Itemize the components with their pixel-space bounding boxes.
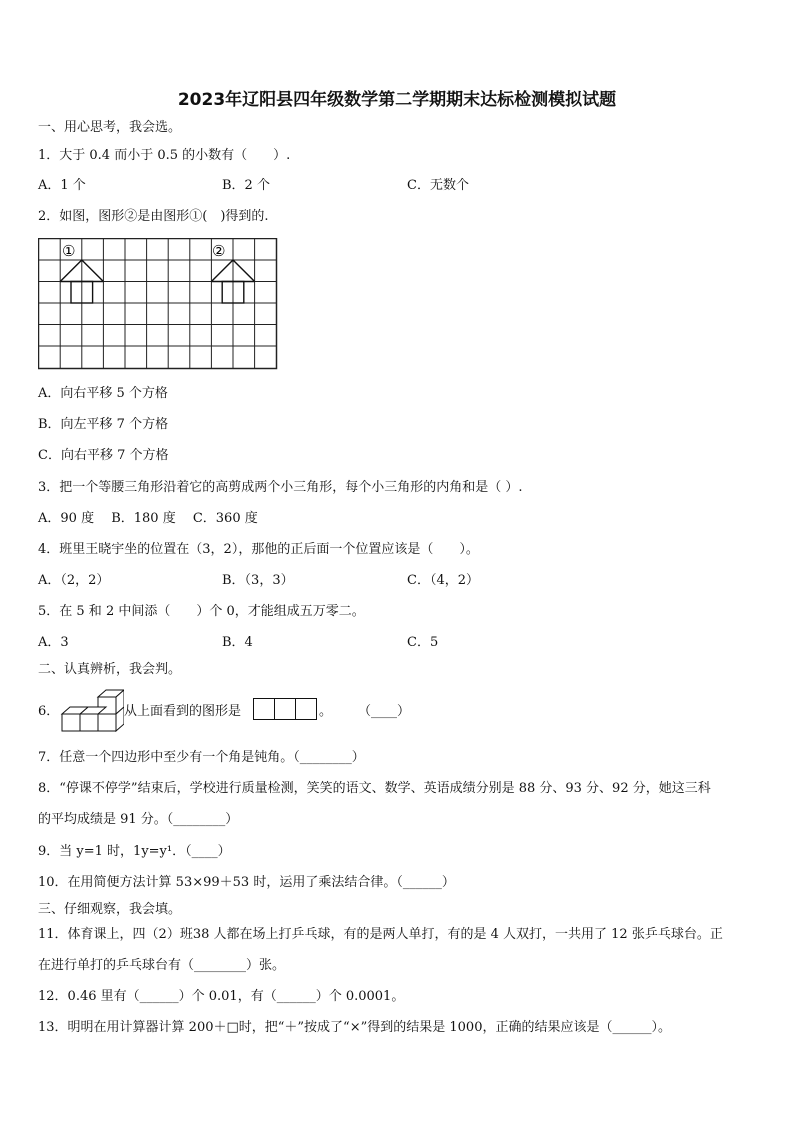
question-2: 2．如图，图形②是由图形①( )得到的. — [38, 209, 269, 224]
q5-option-b: B．4 — [222, 635, 253, 650]
q4-option-c: C．（4，2） — [407, 573, 479, 588]
question-6-text: 从上面看到的图形是 — [124, 704, 242, 719]
question-9: 9．当 y=1 时，1y=y¹．（____） — [38, 844, 231, 859]
question-8-line-2: 的平均成绩是 91 分。（________） — [38, 812, 239, 827]
q3-options: A．90 度 B．180 度 C．360 度 — [38, 511, 258, 526]
question-13: 13．明明在用计算器计算 200＋□时，把“＋”按成了“×”得到的结果是 1000，正确的结果应该是（______）。 — [38, 1020, 671, 1035]
question-11-line-1: 11．体育课上，四（2）班38 人都在场上打乒乓球，有的是两人单打，有的是 4 人双打，一共用了 12 张乒乓球台。正 — [38, 927, 723, 942]
question-1: 1．大于 0.4 而小于 0.5 的小数有（ ）. — [38, 148, 291, 163]
shape-2-label: ② — [212, 242, 226, 260]
q4-option-a: A．（2，2） — [38, 573, 110, 588]
q1-option-b: B．2 个 — [222, 178, 270, 193]
question-12: 12．0.46 里有（______）个 0.01，有（______）个 0.0001。 — [38, 989, 405, 1004]
section-heading-fill: 三、仔细观察，我会填。 — [38, 902, 182, 917]
question-11-line-2: 在进行单打的乒乓球台有（________）张。 — [38, 958, 286, 973]
q2-option-b: B．向左平移 7 个方格 — [38, 417, 169, 432]
shape-1-label: ① — [62, 242, 76, 260]
question-6-number: 6． — [38, 704, 60, 719]
question-8-line-1: 8．“停课不停学”结束后，学校进行质量检测，笑笑的语文、数学、英语成绩分别是 88 分、93 分、92 分，她这三科 — [38, 781, 711, 796]
q2-option-a: A．向右平移 5 个方格 — [38, 386, 168, 401]
cube-stack-figure — [58, 688, 124, 732]
question-10: 10．在用简便方法计算 53×99＋53 时，运用了乘法结合律。（______） — [38, 875, 455, 890]
question-3: 3．把一个等腰三角形沿着它的高剪成两个小三角形，每个小三角形的内角和是（ ）. — [38, 480, 523, 495]
translation-grid-figure — [38, 238, 278, 370]
q2-option-c: C．向右平移 7 个方格 — [38, 448, 169, 463]
q1-option-c: C．无数个 — [407, 178, 469, 193]
question-5: 5．在 5 和 2 中间添（ ）个 0，才能组成五万零二。 — [38, 604, 365, 619]
question-6-answer: 。 （____） — [319, 704, 411, 719]
q1-option-a: A．1 个 — [38, 178, 86, 193]
section-heading-choice: 一、用心思考，我会选。 — [38, 120, 182, 135]
q5-option-c: C．5 — [407, 635, 439, 650]
question-4: 4．班里王晓宇坐的位置在（3，2），那他的正后面一个位置应该是（ ）。 — [38, 542, 479, 557]
q5-option-a: A．3 — [38, 635, 69, 650]
page-title: 2023年辽阳县四年级数学第二学期期末达标检测模拟试题 — [177, 90, 617, 110]
question-7: 7．任意一个四边形中至少有一个角是钝角。（________） — [38, 750, 365, 765]
section-heading-judge: 二、认真辨析，我会判。 — [38, 662, 182, 677]
top-view-squares — [253, 698, 317, 720]
q4-option-b: B．（3，3） — [222, 573, 294, 588]
